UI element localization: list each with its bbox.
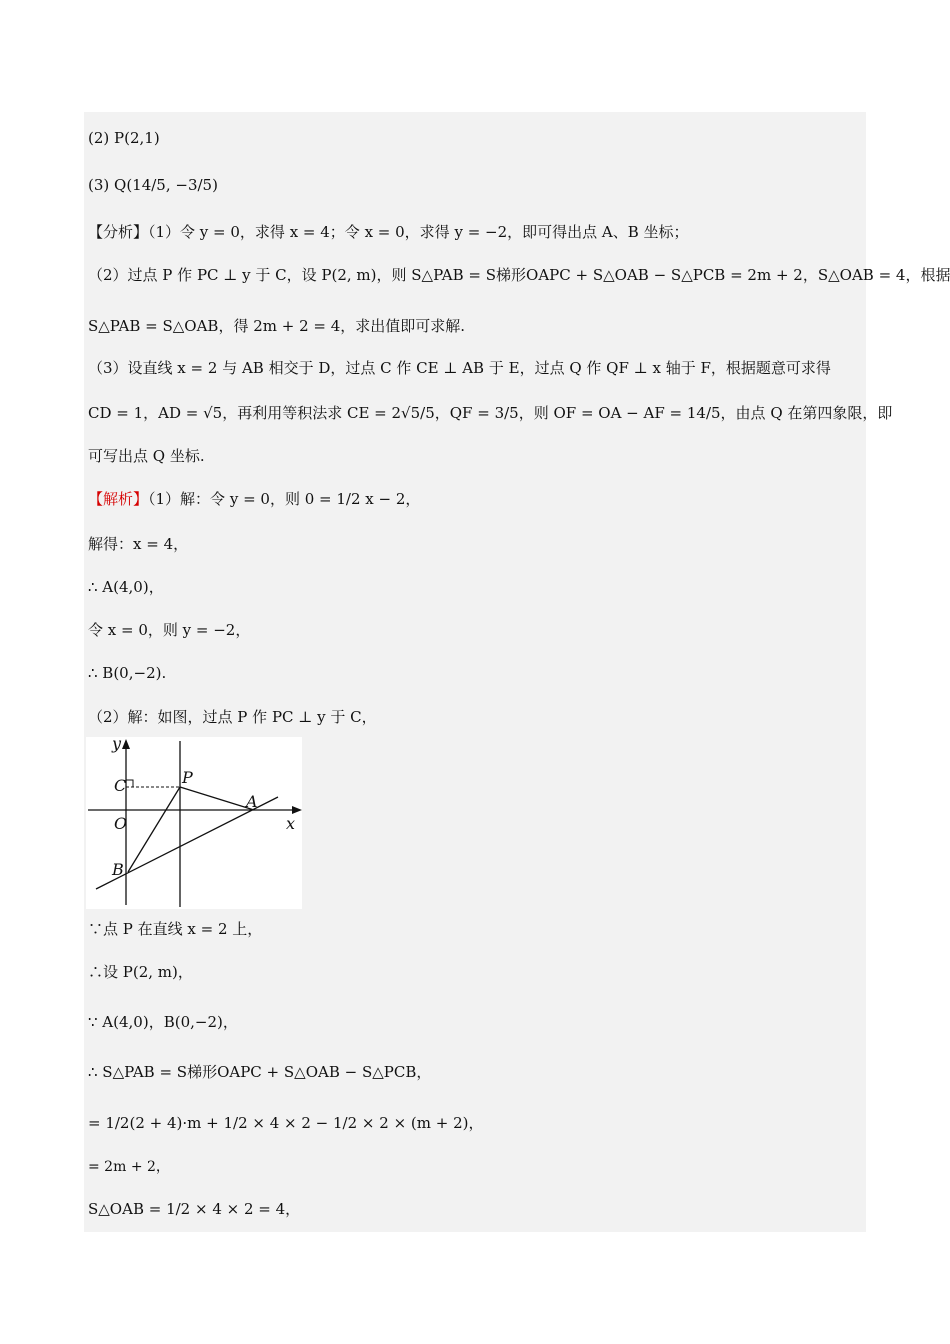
solution-1-b: ∴ B(0,−2). [88, 664, 167, 682]
analysis-3-end: 可写出点 Q 坐标. [88, 447, 205, 465]
solution-1-a: ∴ A(4,0)， [88, 578, 164, 596]
solution-2-area-calc: = 1/2(2 + 4)·m + 1/2 × 4 × 2 − 1/2 × 2 × (m + 2)， [88, 1114, 484, 1132]
answer-3: (3) Q(14/5, −3/5) [88, 176, 218, 194]
solution-1-x0: 令 x = 0，则 y = −2， [88, 621, 251, 639]
label-b: B [112, 860, 124, 879]
solution-2-points: ∵ A(4,0)，B(0,−2)， [88, 1013, 238, 1031]
solution-2-setp: ∴设 P(2, m)， [88, 963, 193, 981]
segment-pa [180, 787, 254, 810]
label-o: O [114, 814, 128, 833]
solution-2-line: ∵点 P 在直线 x = 2 上， [88, 920, 263, 938]
label-a: A [246, 792, 258, 811]
coordinate-figure [86, 737, 302, 909]
analysis-3-cont: CD = 1，AD = √5，再利用等积法求 CE = 2√5/5，QF = 3/5，则 OF = OA − AF = 14/5，由点 Q 在第四象限，即 [88, 404, 893, 422]
analysis-3: （3）设直线 x = 2 与 AB 相交于 D，过点 C 作 CE ⊥ AB 于 E，过点 Q 作 QF ⊥ x 轴于 F，根据题意可求得 [88, 359, 831, 377]
solution-2-area-result: = 2m + 2， [88, 1159, 170, 1175]
solution-2-area-eq: ∴ S△PAB = S梯形OAPC + S△OAB − S△PCB， [88, 1063, 432, 1081]
right-angle-mark [126, 780, 133, 787]
label-p: P [182, 768, 193, 787]
solution-tag: 【解析】 [88, 490, 149, 508]
label-c: C [114, 776, 127, 795]
solution-1 [88, 489, 420, 509]
label-x: x [286, 814, 296, 833]
label-y: y [112, 737, 122, 753]
solution-2-oab: S△OAB = 1/2 × 4 × 2 = 4， [88, 1200, 301, 1218]
solution-1-solve: 解得：x = 4， [88, 535, 189, 553]
solution-2-intro: （2）解：如图，过点 P 作 PC ⊥ y 于 C， [88, 708, 377, 726]
answer-2: (2) P(2,1) [88, 129, 160, 147]
analysis-2-cont: S△PAB = S△OAB，得 2m + 2 = 4，求出值即可求解. [88, 317, 466, 335]
analysis-2: （2）过点 P 作 PC ⊥ y 于 C，设 P(2, m)，则 S△PAB = S梯形OAPC + S△OAB − S△PCB = 2m + 2，S△OAB = 4，根据 [88, 266, 950, 284]
y-axis-arrow [122, 739, 130, 749]
x-axis-arrow [292, 806, 302, 814]
solution-1-text: （1）解：令 y = 0，则 0 = 1/2 x − 2， [148, 490, 421, 508]
figure-svg [86, 737, 302, 909]
analysis-1: 【分析】（1）令 y = 0，求得 x = 4；令 x = 0，求得 y = −2，即可得出点 A、B 坐标； [88, 223, 689, 241]
